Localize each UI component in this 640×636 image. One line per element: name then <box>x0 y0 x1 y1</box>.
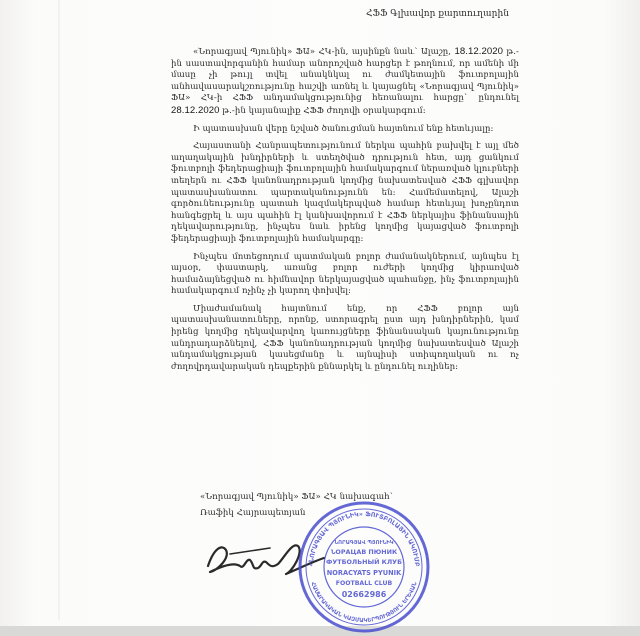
stamp-ring-top-text: «ՆՈՐԱԳՅԱՎ ՊՅՈՒՆԻԿ» ՖՈՒՏԲՈԼԱՅԻՆ ԱԿՈՒՄԲ <box>307 510 421 567</box>
addressee-line: ՀՖՖ Գլխավոր քարտուղարին <box>366 9 509 19</box>
stamp-line-4: NORACYATS PYUNIK <box>326 569 402 577</box>
date-2: 28.12.2020 <box>171 104 220 116</box>
stamp-line-5: FOOTBALL CLUB <box>335 580 393 587</box>
paragraph-2: Ի պատասխան վերը նշված ծանուցման հայտնում ենք հետևյալը: <box>193 123 494 134</box>
paragraph-1-part-a: «Նորագյավ Պյունիկ» ՖԱ» ՀԿ-ին, այսինքն նաև՝ Ալաշը, <box>193 47 455 57</box>
stamp-line-3: ФУТБОЛЬНЫЙ КЛУБ <box>326 558 402 566</box>
paragraph-1 <box>171 46 519 118</box>
stamp-line-2: ՆОРАЦАВ ПЮНИК <box>330 548 398 556</box>
paragraph-1-part-b: թ.-ին սաստավորգանին համար անորոշված հարցեր է թողնում, որ ամենի մի մասը չի թույլ տվել անակնկալ ու ժամկետային ֆուտբոլային անհավասարակշռությունը հաշվի առնել և կայացնել «Նորագյավ Պյունիկ» ՖԱ» ՀԿ-ի ՀՖՖ անդամակցությունից հեռանալու հարցը` ընդունել <box>171 47 519 104</box>
paragraph-3: Հայաստանի Հանրապետությունում ներկա պահին բախվել է այլ մեծ աղաղակային խնդիրների և ստեղծված դրություն հետ, այդ ցանկում ֆուտբոլի ֆեդերացիայի ֆուտբոլային համակարգում ներառված կլուբների տեղերն ու ՀՖՖ կանոնադրության կողմից նախատեսված ՀՖՖ գլխավոր պատասխանատու պարտականությունն են: Համեմատելով, Ալաշի գործունեությունը պատահ կազմակերպված համար հետևյալ խոչընդոտ հանգեցրել և այս պահին էլ կանխավորում է ՀՖՖ ներկայիս ֆինանսային դեկավարությունը, ինչպես նաև իրենց կողմից կայացված ֆուտբոլի ֆեդերացիայի ֆուտբոլային համակարգը: <box>171 141 519 244</box>
page-fold-shadow <box>58 0 60 620</box>
round-seal-stamp <box>295 498 433 636</box>
signatory-name: Ռաֆիկ Հայրապետյան <box>200 507 306 518</box>
stamp-code: 02662986 <box>341 590 387 599</box>
letter-body <box>171 46 519 379</box>
paragraph-5: Միաժամանակ հայտնում ենք, որ ՀՖՖ բոլոր այն պատասխանատուները, որոնք, ստորագրել ըստ այդ խնդիրներին, կամ իրենց կողմից ղեկավարվող կառույցները ֆինանսական կայունությունը անդրադարձնելով, ՀՖՖ կանոնադրության կողմից նախատեսված Ալաշի անդամակցության կասեցմանը և այնպիսի ստիպողական ու ոչ ժողովրդավարական դեպքերին քննարկել և ընդունել ուղիներ: <box>171 303 519 372</box>
signatory-org: «Նորագյավ Պյունիկ» ՖԱ» ՀԿ նախագահ՝ <box>200 492 393 502</box>
paragraph-4: Ինչպես մոտեցողում պատմական բոլոր ժամանակներում, այնպես էլ այսօր, փաստարկ, առանց բոլոր ուժերի կողմից կիրառված համաձայնեցված ու հիմնավոր ներկայացված պահանջը, ինչ ֆուտբոլային համակարգում ոչինչ չի կարող փոխվել: <box>171 251 519 297</box>
date-1: 18.12.2020 <box>454 46 503 57</box>
stamp-ring-bottom-text: ՀԱՍԱՐԱԿԱԿԱՆ ԿԱԶՄԱԿԵՐՊՈՒԹՅՈՒՆ ԵՐԵՎԱՆ <box>309 581 419 625</box>
paragraph-1-part-c: թ.-ին կայանալիք ՀՖՖ ժողովի օրակարգում: <box>219 105 426 116</box>
stamp-line-1: ՆՈՐԱԳՅԱՎ ՊՅՈՒՆԻԿ <box>334 540 394 546</box>
